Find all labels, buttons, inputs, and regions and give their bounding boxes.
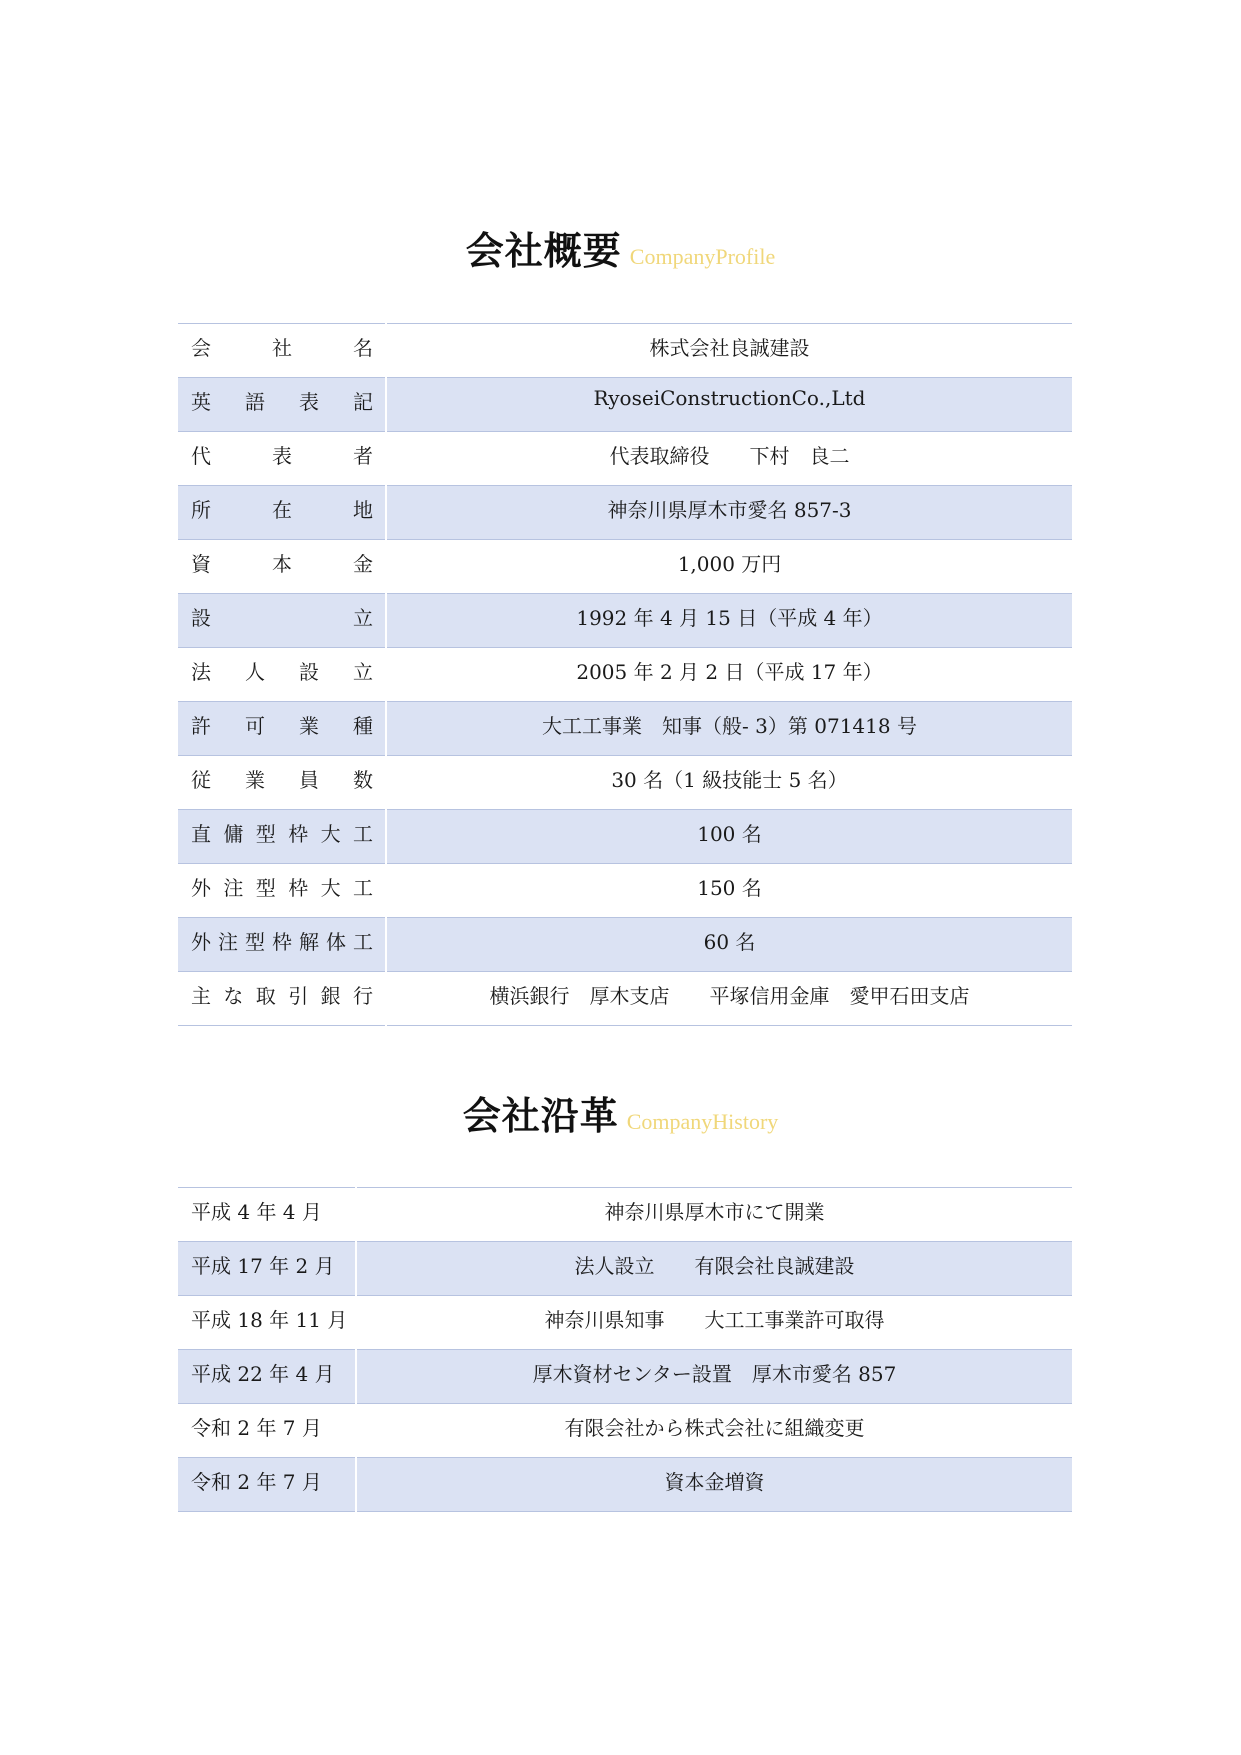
company-history-subtitle: CompanyHistory <box>626 1109 779 1134</box>
table-row <box>178 756 1072 810</box>
row-value: 神奈川県厚木市愛名 857-3 <box>386 486 1072 540</box>
row-value: 大工工事業 知事（般- 3）第 071418 号 <box>386 702 1072 756</box>
table-row <box>178 594 1072 648</box>
history-date: 平成 4 年 4 月 <box>178 1188 356 1242</box>
history-event: 神奈川県厚木市にて開業 <box>356 1188 1072 1242</box>
company-profile-title: 会社概要 <box>465 228 622 273</box>
table-row <box>178 648 1072 702</box>
company-profile-subtitle: CompanyProfile <box>629 244 776 269</box>
table-row <box>178 1404 1072 1458</box>
table-row <box>178 378 1072 432</box>
row-label: 会 社 名 <box>178 324 386 378</box>
history-event: 資本金増資 <box>356 1458 1072 1512</box>
row-label: 従 業 員 数 <box>178 756 386 810</box>
row-label: 英 語 表 記 <box>178 378 386 432</box>
history-date: 令和 2 年 7 月 <box>178 1404 356 1458</box>
company-profile-table <box>178 323 1072 1026</box>
table-row <box>178 918 1072 972</box>
row-label: 代 表 者 <box>178 432 386 486</box>
row-value: 150 名 <box>386 864 1072 918</box>
row-label: 法 人 設 立 <box>178 648 386 702</box>
table-row <box>178 432 1072 486</box>
row-value: RyoseiConstructionCo.,Ltd <box>386 378 1072 432</box>
history-event: 有限会社から株式会社に組織変更 <box>356 1404 1072 1458</box>
table-row <box>178 1350 1072 1404</box>
row-value: 1,000 万円 <box>386 540 1072 594</box>
history-event: 神奈川県知事 大工工事業許可取得 <box>356 1296 1072 1350</box>
row-value: 株式会社良誠建設 <box>386 324 1072 378</box>
row-label: 所 在 地 <box>178 486 386 540</box>
row-value: 30 名（1 級技能士 5 名） <box>386 756 1072 810</box>
table-row <box>178 864 1072 918</box>
company-history-table <box>178 1187 1072 1512</box>
row-value: 60 名 <box>386 918 1072 972</box>
row-value: 代表取締役 下村 良二 <box>386 432 1072 486</box>
history-date: 平成 18 年 11 月 <box>178 1296 356 1350</box>
row-label: 資 本 金 <box>178 540 386 594</box>
table-row <box>178 540 1072 594</box>
table-row <box>178 1296 1072 1350</box>
row-value: 1992 年 4 月 15 日（平成 4 年） <box>386 594 1072 648</box>
company-profile-heading <box>0 220 1241 275</box>
company-history-title: 会社沿革 <box>462 1093 619 1138</box>
row-label: 許 可 業 種 <box>178 702 386 756</box>
row-label: 設 立 <box>178 594 386 648</box>
table-row <box>178 702 1072 756</box>
row-value: 横浜銀行 厚木支店 平塚信用金庫 愛甲石田支店 <box>386 972 1072 1026</box>
row-label: 外 注 型 枠 大 工 <box>178 864 386 918</box>
table-row <box>178 972 1072 1026</box>
row-label: 主 な 取 引 銀 行 <box>178 972 386 1026</box>
history-date: 平成 17 年 2 月 <box>178 1242 356 1296</box>
row-label: 外注型枠解体工 <box>178 918 386 972</box>
history-event: 法人設立 有限会社良誠建設 <box>356 1242 1072 1296</box>
row-value: 2005 年 2 月 2 日（平成 17 年） <box>386 648 1072 702</box>
company-history-heading <box>0 1085 1241 1140</box>
table-row <box>178 324 1072 378</box>
table-row <box>178 1458 1072 1512</box>
history-event: 厚木資材センター設置 厚木市愛名 857 <box>356 1350 1072 1404</box>
row-label: 直 傭 型 枠 大 工 <box>178 810 386 864</box>
table-row <box>178 1188 1072 1242</box>
table-row <box>178 1242 1072 1296</box>
row-value: 100 名 <box>386 810 1072 864</box>
history-date: 平成 22 年 4 月 <box>178 1350 356 1404</box>
table-row <box>178 810 1072 864</box>
table-row <box>178 486 1072 540</box>
history-date: 令和 2 年 7 月 <box>178 1458 356 1512</box>
